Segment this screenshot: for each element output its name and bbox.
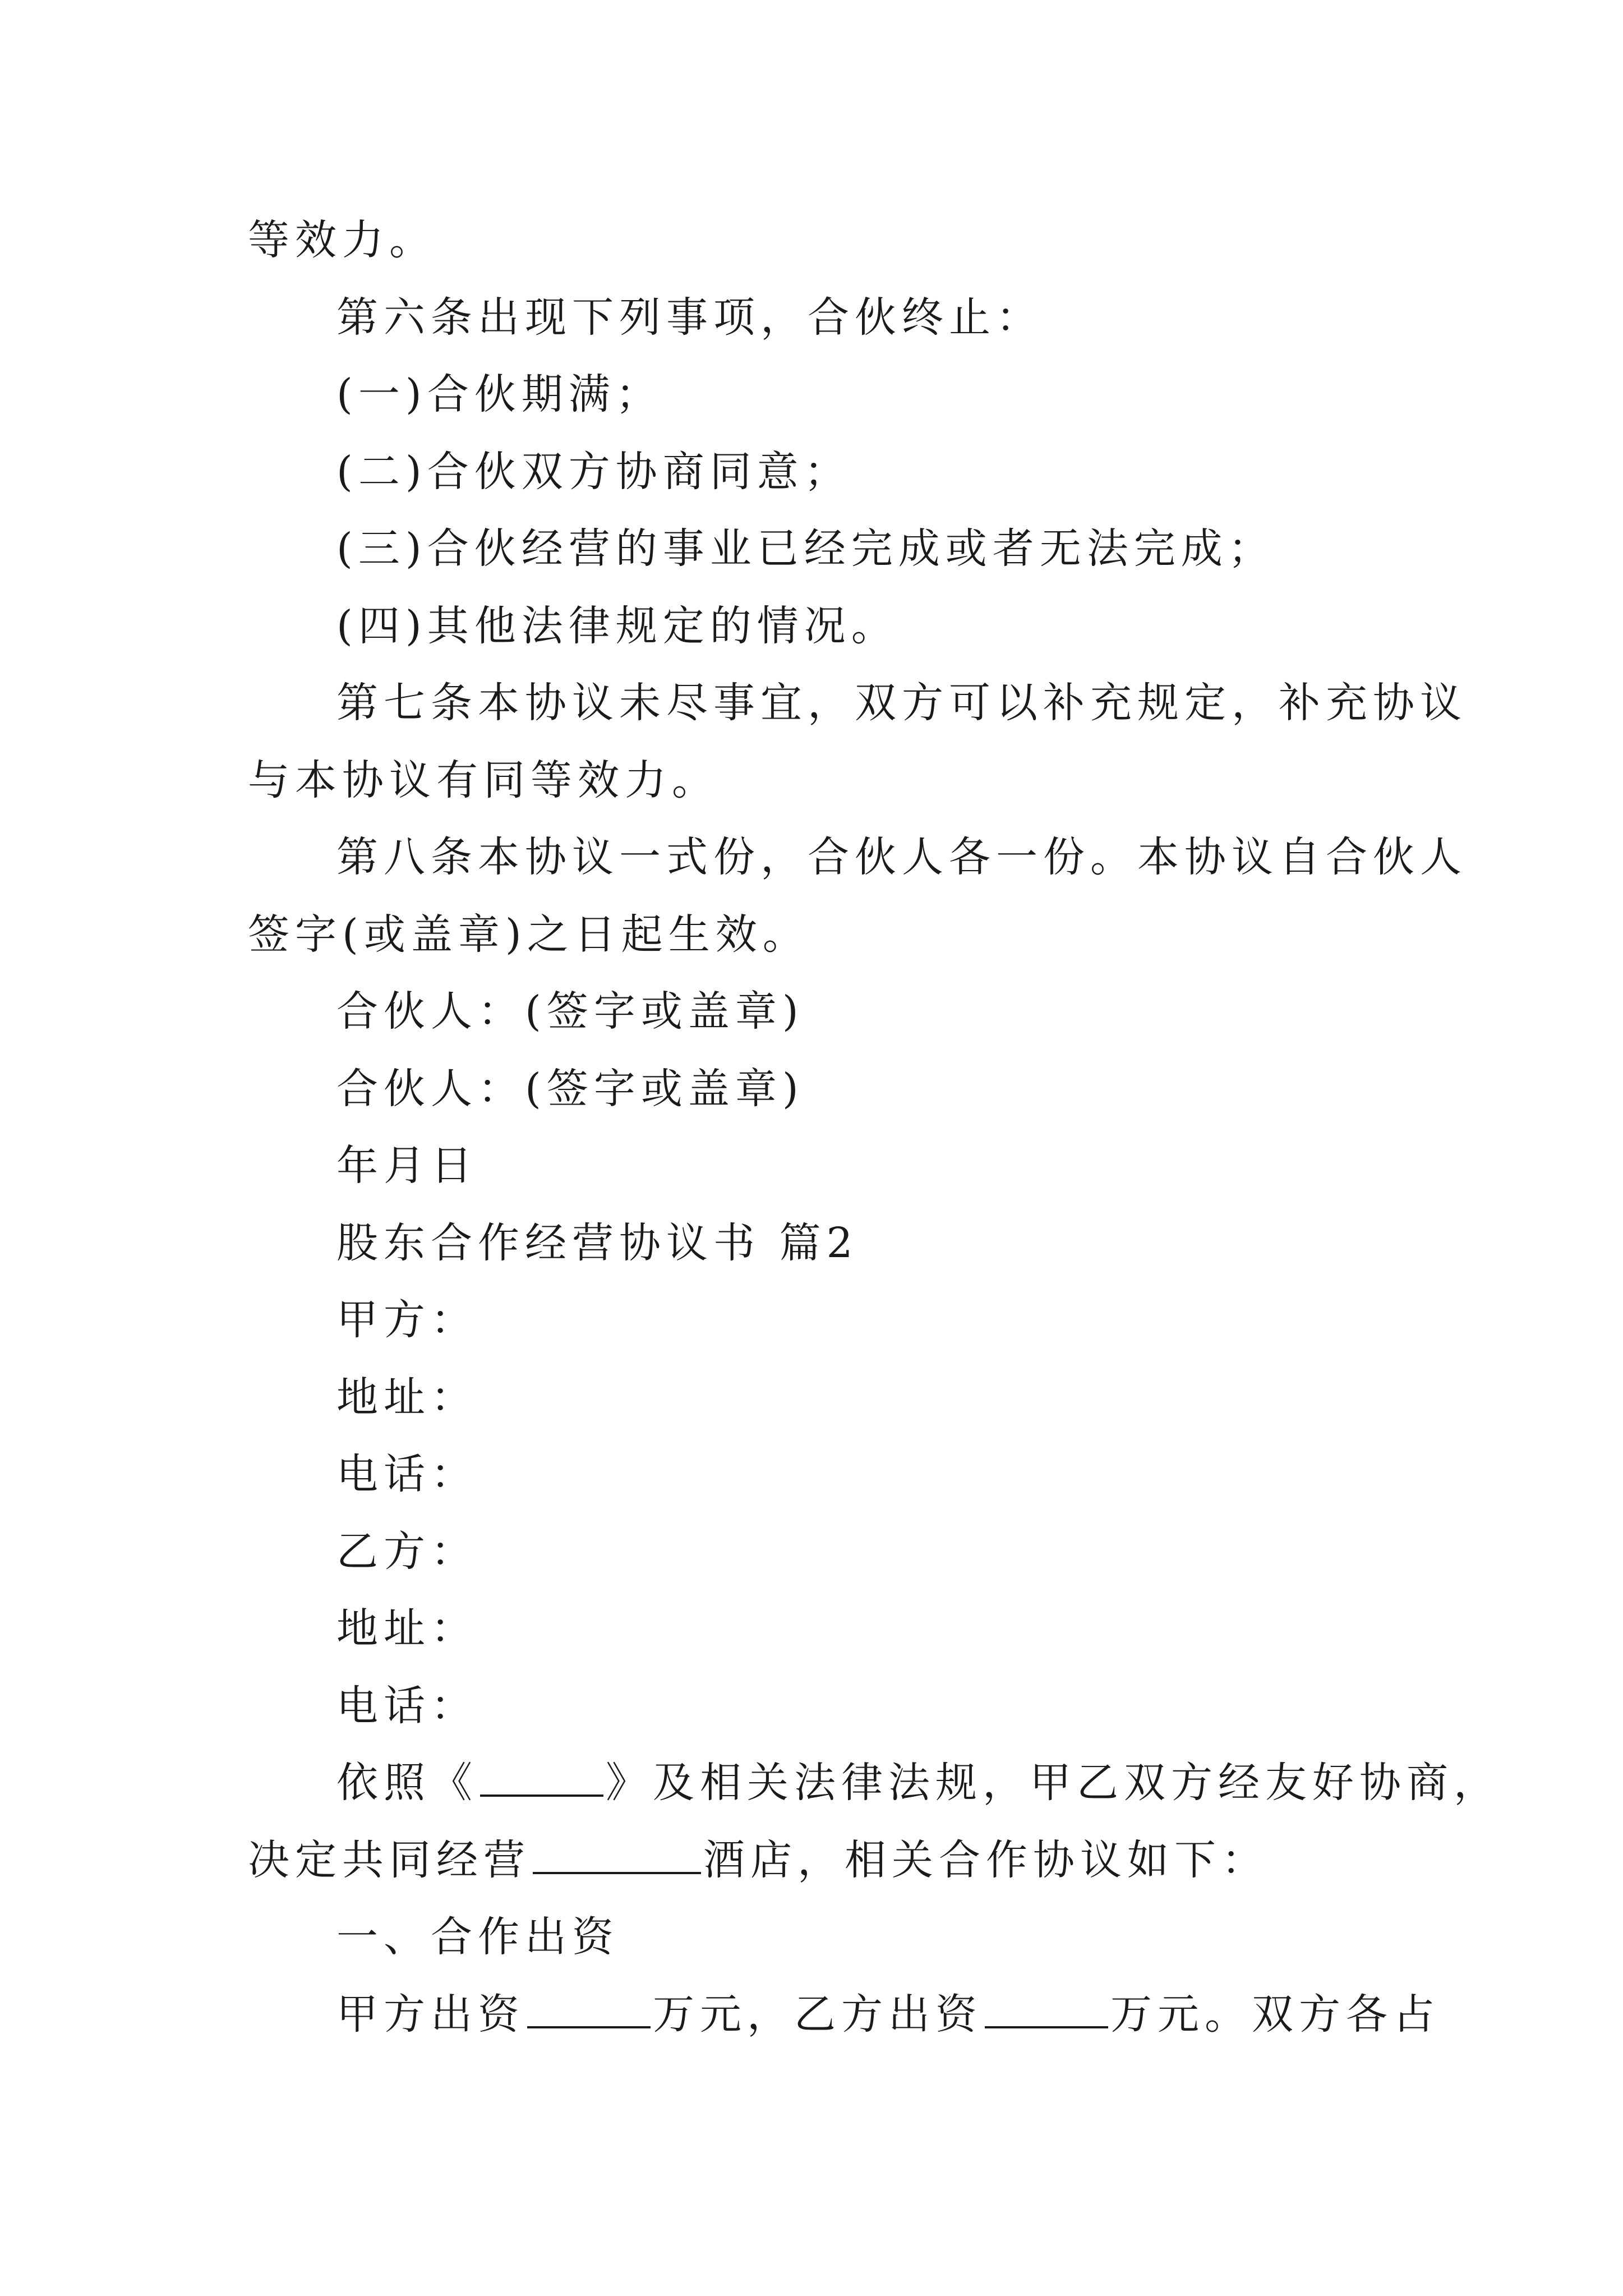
- blank-field: [527, 1987, 651, 2028]
- text-fragment: 》及相关法律法规，甲乙双方经友好协商，: [606, 1759, 1501, 1807]
- signature-line: 合伙人：(签字或盖章): [336, 1064, 804, 1113]
- law-reference-line: [248, 1745, 1501, 1822]
- investment-line: [248, 1976, 1440, 2054]
- phone-label: 电话：: [336, 1681, 478, 1730]
- signature-line: 合伙人：(签字或盖章): [336, 987, 804, 1036]
- address-label: 地址：: [336, 1373, 478, 1421]
- hotel-line: [248, 1822, 1392, 1899]
- text-line: (三)合伙经营的事业已经完成或者无法完成；: [336, 524, 1275, 573]
- party-b-label: 乙方：: [336, 1527, 478, 1576]
- blank-field: [480, 1755, 603, 1797]
- blank-field: [985, 1987, 1108, 2028]
- text-line: 与本协议有同等效力。: [248, 756, 719, 804]
- text-line: 第七条本协议未尽事宜，双方可以补充规定，补充协议: [336, 679, 1467, 727]
- text-line: 等效力。: [248, 216, 436, 264]
- party-a-label: 甲方：: [336, 1296, 478, 1344]
- address-label: 地址：: [336, 1604, 478, 1653]
- text-fragment: 万元。双方各占: [1110, 1990, 1440, 2039]
- blank-field: [533, 1833, 701, 1874]
- phone-label: 电话：: [336, 1450, 478, 1498]
- text-fragment: 决定共同经营: [248, 1835, 531, 1884]
- text-fragment: 万元，乙方出资: [653, 1990, 983, 2039]
- text-line: (一)合伙期满；: [336, 370, 663, 418]
- text-line: (四)其他法律规定的情况。: [336, 601, 898, 650]
- text-fragment: 依照《: [336, 1759, 478, 1807]
- document-body: [248, 202, 1501, 2053]
- text-fragment: 酒店，相关合作协议如下：: [703, 1835, 1269, 1884]
- text-line: 第八条本协议一式份，合伙人各一份。本协议自合伙人: [336, 833, 1467, 881]
- date-line: 年月日: [336, 1142, 478, 1190]
- text-line: 签字(或盖章)之日起生效。: [248, 910, 810, 959]
- section-title: 一、合作出资: [336, 1913, 619, 1961]
- text-fragment: 甲方出资: [336, 1990, 525, 2039]
- text-line: (二)合伙双方协商同意；: [336, 447, 851, 496]
- text-line: 第六条出现下列事项，合伙终止：: [336, 293, 1043, 342]
- document-heading: 股东合作经营协议书 篇2: [336, 1218, 859, 1267]
